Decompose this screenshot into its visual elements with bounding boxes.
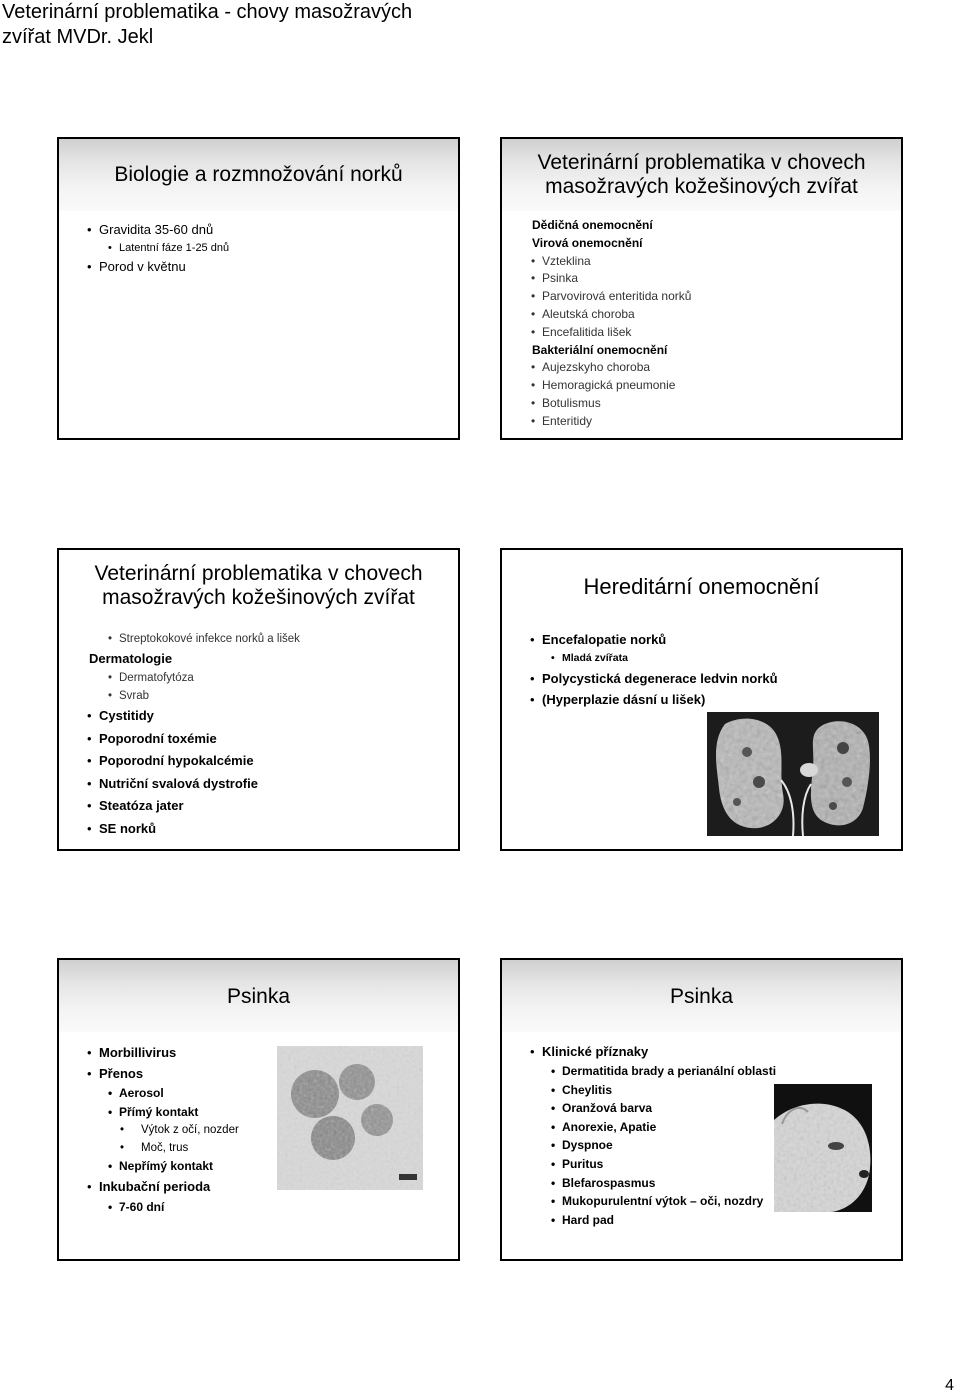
document-title (2, 0, 422, 50)
slide-header (59, 550, 458, 622)
list-item: • Vzteklina (502, 253, 901, 271)
slide-title-line2: masožravých kožešinových zvířat (545, 175, 858, 198)
list-item: • Přímý kontakt (59, 1103, 458, 1121)
list-item: • Morbillivirus (59, 1042, 458, 1063)
slide-header (59, 960, 458, 1032)
list-item: • Parvovirová enteritida norků (502, 288, 901, 306)
list-item: • Dermatofytóza (59, 669, 458, 687)
slide-header (59, 139, 458, 211)
virus-micrograph-icon (277, 1046, 423, 1190)
slide-header (502, 139, 901, 211)
slide-body (502, 1042, 901, 1229)
list-item: • Puritus (502, 1155, 901, 1174)
list-item: • Přenos (59, 1063, 458, 1084)
list-item: • (Hyperplazie dásní u lišek) (502, 689, 901, 710)
list-item: • Klinické příznaky (502, 1042, 901, 1062)
list-item: • Nutriční svalová dystrofie (59, 773, 458, 796)
slide-psinka-2 (500, 958, 903, 1261)
slide-title: Hereditární onemocnění (583, 574, 820, 599)
list-item: • Blefarospasmus (502, 1174, 901, 1193)
list-item: • Streptokokové infekce norků a lišek (59, 629, 458, 649)
slide-veterinarni-1 (500, 137, 903, 440)
list-item: • Oranžová barva (502, 1099, 901, 1118)
list-item: • Aerosol (59, 1084, 458, 1103)
slide-psinka-1 (57, 958, 460, 1261)
list-item: • Mukopurulentní výtok – oči, nozdry (502, 1192, 901, 1211)
list-item: • Encefalitida lišek (502, 324, 901, 342)
list-item: • Porod v květnu (59, 256, 458, 277)
list-item: • Aleutská choroba (502, 306, 901, 324)
list-item: • Anorexie, Apatie (502, 1118, 901, 1137)
list-item: • Výtok z očí, nozder (59, 1121, 458, 1139)
slide-header (502, 550, 901, 622)
page-number: 4 (945, 1377, 954, 1394)
list-item: • Dermatitida brady a perianální oblasti (502, 1062, 901, 1081)
list-item: • Cystitidy (59, 705, 458, 728)
slide-title: Psinka (669, 985, 734, 1008)
list-item: • Dyspnoe (502, 1136, 901, 1155)
list-item: • Botulismus (502, 395, 901, 413)
slide-body (59, 219, 458, 277)
list-item: • 7-60 dní (59, 1198, 458, 1216)
kidney-photo-icon (707, 712, 879, 836)
list-heading: Virová onemocnění (532, 235, 643, 250)
list-item: • Enteritidy (502, 413, 901, 431)
slide-title-line1: Veterinární problematika v chovech (94, 562, 423, 585)
list-heading: Dermatologie (89, 651, 173, 666)
list-item: • Latentní fáze 1-25 dnů (59, 240, 458, 256)
slide-title: Psinka (226, 985, 291, 1008)
list-item: • Steatóza jater (59, 795, 458, 818)
list-item: • Poporodní toxémie (59, 728, 458, 751)
list-item: • Aujezskyho choroba (502, 359, 901, 377)
document-title-line1: Veterinární problematika - chovy masožravých (2, 1, 413, 23)
list-item: • Psinka (502, 270, 901, 288)
list-item: • Svrab (59, 687, 458, 705)
list-heading: Bakteriální onemocnění (532, 342, 668, 357)
slide-biologie (57, 137, 460, 440)
list-item: • Mladá zvířata (502, 649, 901, 668)
list-item: • Hemoragická pneumonie (502, 377, 901, 395)
list-item: • Gravidita 35-60 dnů (59, 219, 458, 240)
list-item: • Hard pad (502, 1211, 901, 1230)
list-item: • Poporodní hypokalcémie (59, 750, 458, 773)
slide-body (502, 630, 901, 710)
list-item: • Nepřímý kontakt (59, 1157, 458, 1176)
list-item: • Encefalopatie norků (502, 630, 901, 649)
slide-body (59, 629, 458, 840)
slide-body (502, 217, 901, 431)
slide-title-line2: masožravých kožešinových zvířat (102, 586, 415, 609)
slide-header (502, 960, 901, 1032)
list-heading: Dědičná onemocnění (532, 218, 653, 232)
list-item: • SE norků (59, 818, 458, 841)
list-item: • Moč, trus (59, 1139, 458, 1157)
list-item: • Polycystická degenerace ledvin norků (502, 668, 901, 689)
list-item: • Cheylitis (502, 1081, 901, 1100)
slide-title: Biologie a rozmnožování norků (114, 163, 403, 186)
slide-hereditarni (500, 548, 903, 851)
slide-veterinarni-2 (57, 548, 460, 851)
list-item: • Inkubační perioda (59, 1176, 458, 1198)
slide-title-line1: Veterinární problematika v chovech (537, 151, 866, 174)
document-title-line2: zvířat MVDr. Jekl (2, 26, 154, 48)
